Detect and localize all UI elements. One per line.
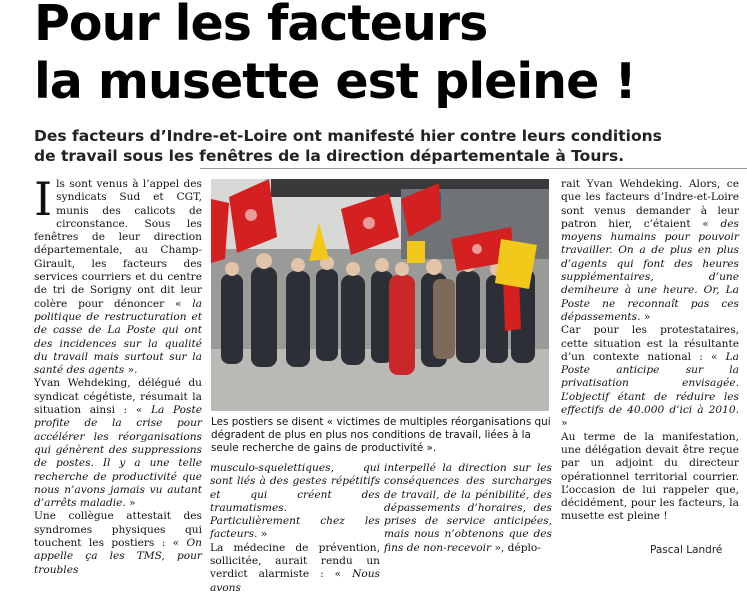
text: La médecine de prévention, sollicitée, aurait rendu un verdict alarmiste : « xyxy=(210,541,380,581)
text: Une collègue attestait des syndromes physiques qui touchent les postiers : « xyxy=(34,510,202,550)
quote: musculo-squelettiques, qui sont liés à des gestes répétitifs et qui créent des traumatismes. Particulièrement chez les facteurs. xyxy=(210,462,380,541)
subhead-line-2: de travail sous les fenêtres de la direction départementale à Tours. xyxy=(34,147,625,165)
quote: La Poste anticipe sur la privatisation envisagée. L’objectif étant de réduire les effectifs de 40.000 d’ici à 2010. xyxy=(561,350,739,417)
paragraph xyxy=(34,172,202,377)
photo-illustration xyxy=(211,179,549,411)
text: Yvan Wehdeking, délégué du syndicat cégétiste, résumait la situation ainsi : « xyxy=(34,377,202,417)
divider xyxy=(200,168,747,169)
text: rait Yvan Wehdeking. Alors, ce que les facteurs d’Indre-et-Loire sont venus demander à leur patron hier, c’étaient « xyxy=(561,178,739,230)
article-column-2 xyxy=(210,462,380,595)
quote: La Poste profite de la crise pour accélérer les réorganisations qui génèrent des suppressions de postes. Il y a une telle recherche de productivité que nous n’avons jamais vu autant d’arrêts maladie. xyxy=(34,404,202,510)
paragraph xyxy=(34,510,202,576)
quote: On appelle ça les TMS, pour troubles xyxy=(34,537,202,576)
author-byline: Pascal Landré xyxy=(650,544,723,556)
headline-line-2: la musette est pleine ! xyxy=(34,53,636,110)
subhead-line-1: Des facteurs d’Indre-et-Loire ont manifesté hier contre leurs conditions xyxy=(34,127,662,145)
text: » xyxy=(640,310,651,323)
text: », déplo- xyxy=(491,541,541,554)
text: ls sont venus à l’appel des syndicats Sud et CGT, munis des calicots de circonstance. Sous les fenêtres de leur direction départementale, au Champ-Girault, les facteurs des services courriers et du centre de tri de Sorigny ont dit leur colère pour dénoncer « xyxy=(34,178,202,310)
paragraph xyxy=(210,542,380,595)
text: » xyxy=(561,417,568,430)
paragraph: Au terme de la manifestation, une délégation devait être reçue par un adjoint du directeur opérationnel territorial courrier. L’occasion de lui rappeler que, décidément, pour les facteurs, la musette est pleine ! xyxy=(561,430,739,523)
text: » xyxy=(257,528,268,541)
paragraph xyxy=(210,462,380,542)
paragraph xyxy=(34,377,202,510)
quote: la politique de restructuration et de casse de La Poste qui ont des incidences sur la qualité du travail mais surtout sur la santé des agents xyxy=(34,297,202,377)
paragraph xyxy=(561,324,739,430)
drop-cap: I xyxy=(34,172,53,226)
article-column-3 xyxy=(384,462,552,555)
paragraph xyxy=(384,462,552,555)
text: ». xyxy=(124,364,138,377)
paragraph xyxy=(561,178,739,324)
quote: des moyens humains pour pouvoir travailler. On a de plus en plus d’agents qui font des heures supplémentaires, d’une demiheure à une heure. Or, La Poste ne reconnaît pas ces dépassements. xyxy=(561,217,739,323)
text: Car pour les protestataires, cette situation est la résultante d’un contexte national : « xyxy=(561,324,739,363)
text: » xyxy=(125,497,136,510)
headline-line-1: Pour les facteurs xyxy=(34,0,488,52)
protest-photo xyxy=(211,179,549,411)
photo-caption: Les postiers se disent « victimes de multiples réorganisations qui dégradent de plus en plus nos conditions de travail, liées à la seule recherche de gains de productivité ». xyxy=(211,416,551,454)
quote: interpellé la direction sur les conséquences des surcharges de travail, de la pénibilité, des dépassements d’horaires, des prises de service anticipées, mais nous n’obtenons que des fins de non-recevoir xyxy=(384,462,552,554)
quote: Nous avons xyxy=(210,568,380,594)
article-column-4 xyxy=(561,178,739,524)
article-column-1 xyxy=(34,172,202,577)
